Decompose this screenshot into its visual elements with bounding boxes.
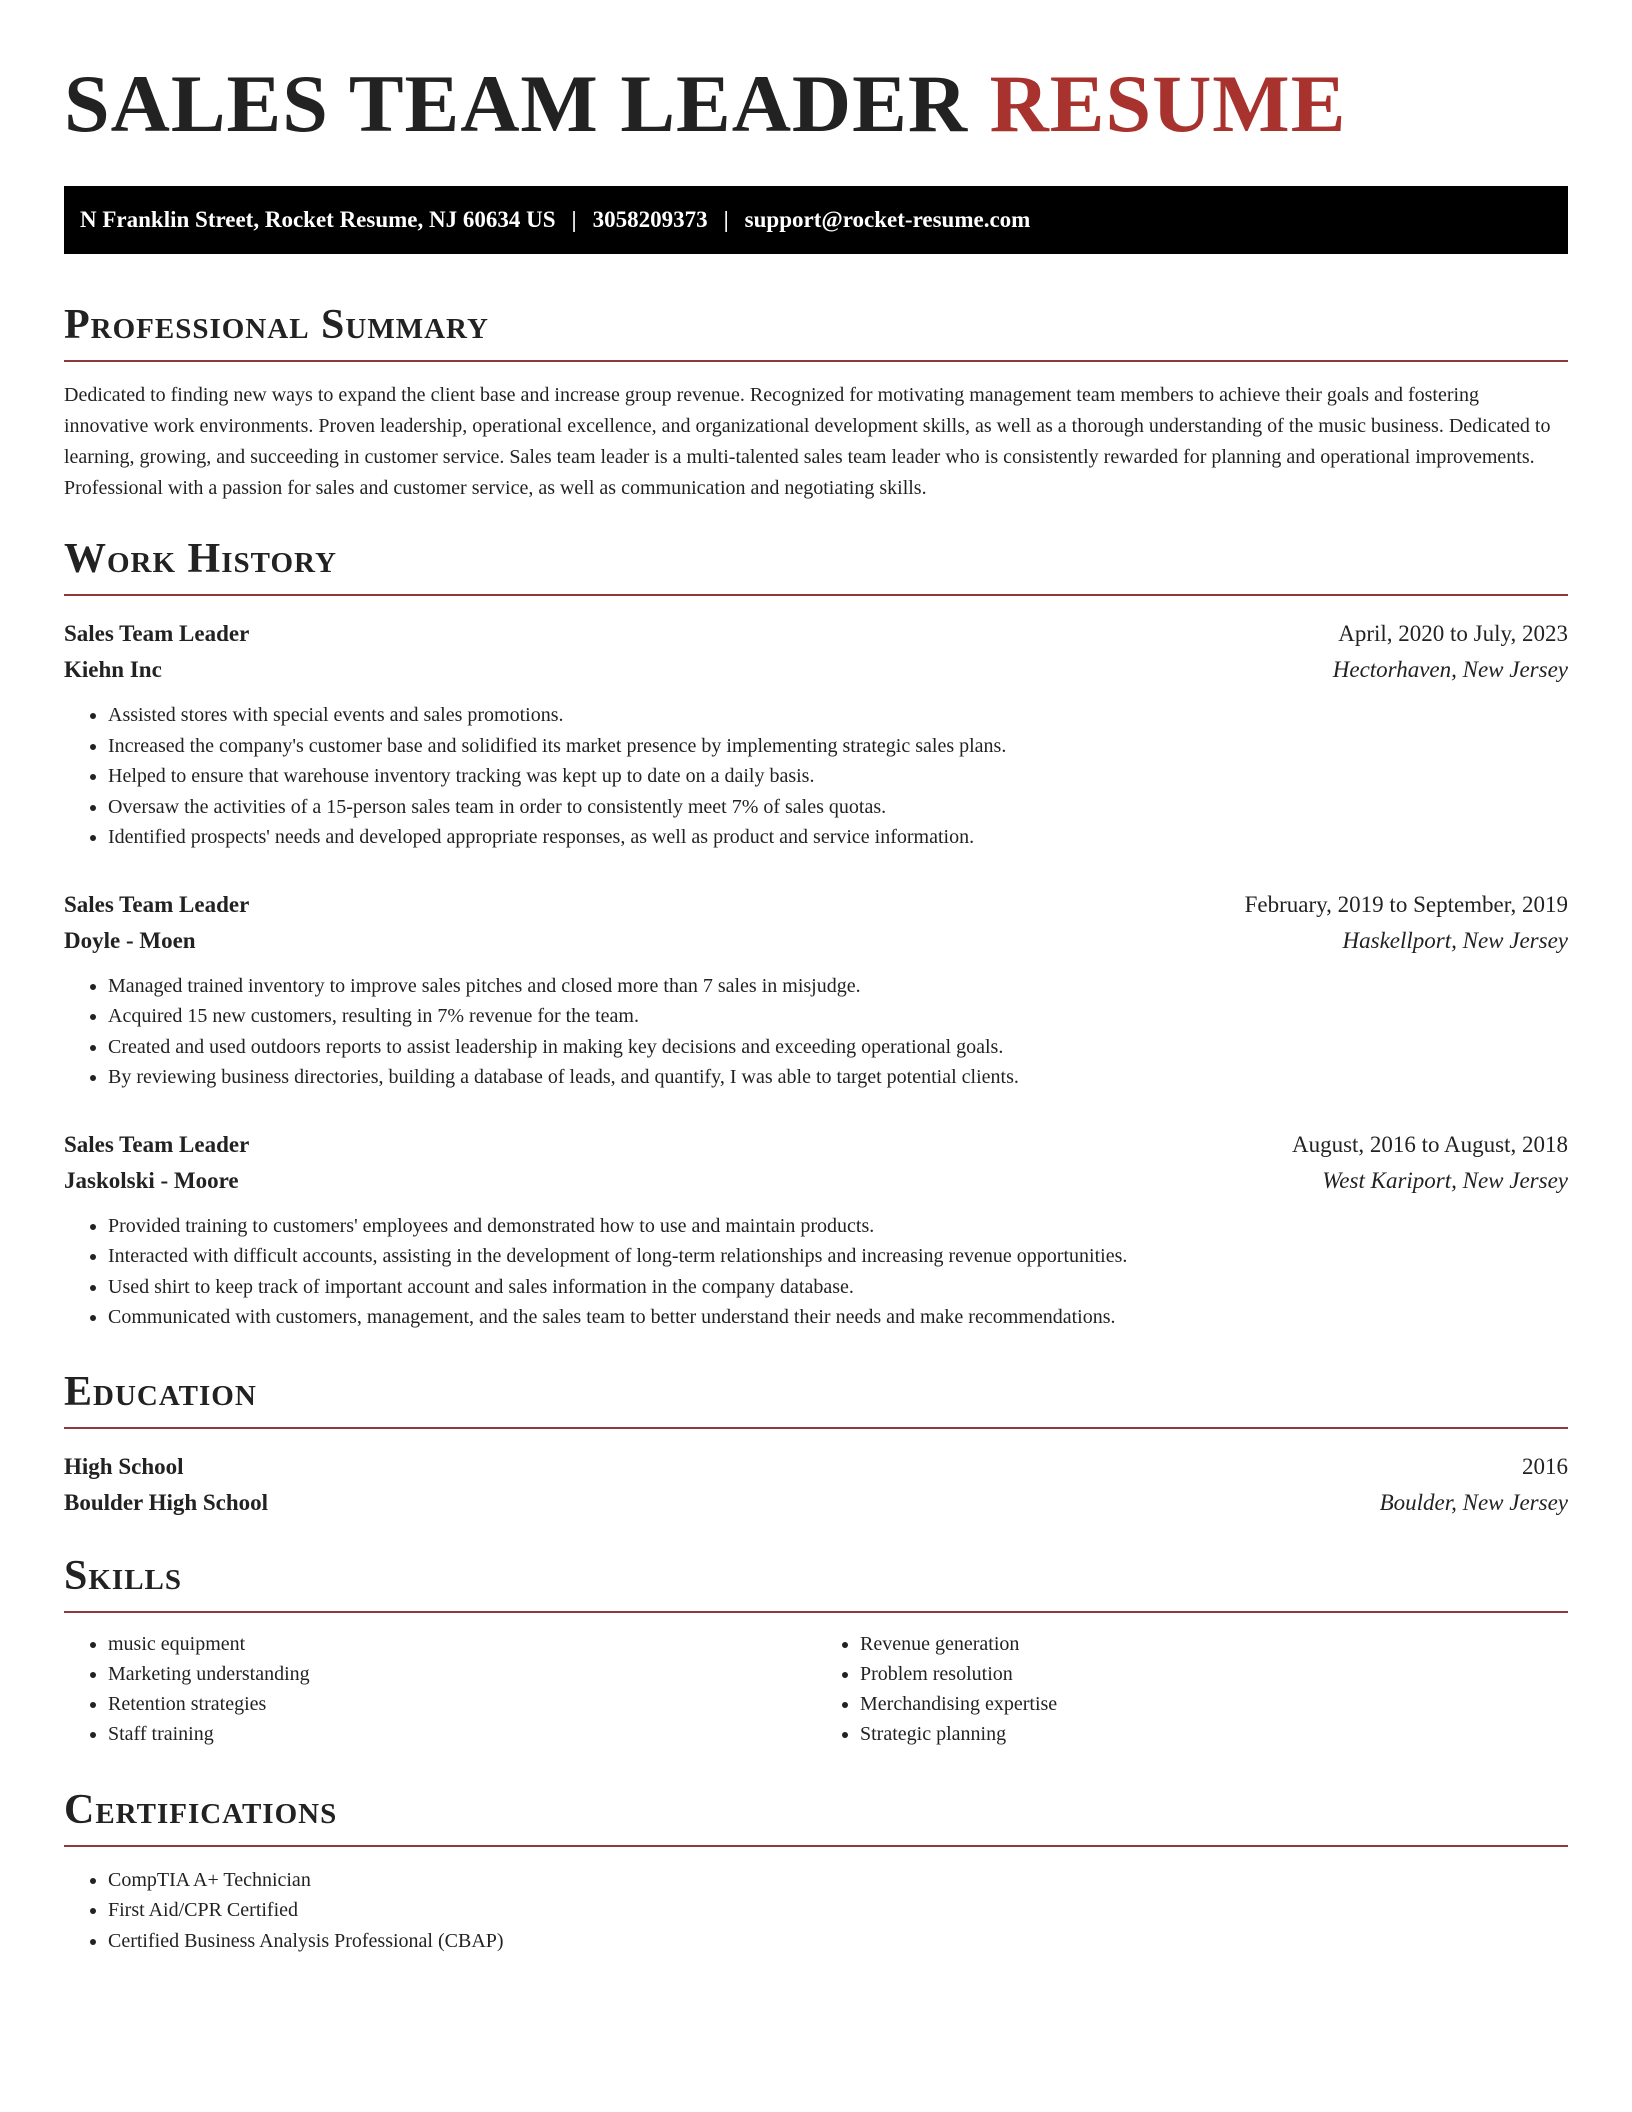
job-dates: August, 2016 to August, 2018 (1291, 1131, 1568, 1157)
skill-item: • Retention strategies (108, 1689, 816, 1719)
job-title: Sales Team Leader (64, 621, 250, 646)
skill-item: • Strategic planning (860, 1719, 1568, 1749)
section-divider (64, 360, 1568, 362)
job-company: Doyle - Moen (64, 927, 196, 953)
contact-separator: | (723, 207, 729, 232)
certification-item: • First Aid/CPR Certified (108, 1895, 1568, 1926)
list-item: • By reviewing business directories, building a database of leads, and quantify, I was able to target potential clients. (108, 1062, 1568, 1093)
skills-list-right (816, 1629, 1568, 1749)
job-company: Jaskolski - Moore (64, 1167, 239, 1193)
skill-item: • Merchandising expertise (860, 1689, 1568, 1719)
contact-phone: 3058209373 (592, 207, 708, 232)
job-entry (64, 616, 1568, 853)
job-bullet-list (64, 1211, 1568, 1333)
job-title: Sales Team Leader (64, 891, 250, 917)
job-title: Sales Team Leader (64, 1131, 250, 1157)
section-divider (64, 1845, 1568, 1847)
list-item: • Oversaw the activities of a 15-person sales team in order to consistently meet 7% of sales quotas. (108, 792, 1568, 823)
job-header-row (64, 616, 1568, 652)
work-history-heading: Work History (64, 536, 337, 582)
education-school-row (64, 1485, 1568, 1521)
job-dates: February, 2019 to September, 2019 (1244, 891, 1568, 917)
job-dates: April, 2020 to July, 2023 (1338, 621, 1568, 646)
section-divider (64, 594, 1568, 596)
job-entry (64, 887, 1568, 1093)
education-degree: High School (64, 1453, 184, 1479)
job-bullet-list (64, 700, 1568, 853)
summary-heading: Professional Summary (64, 302, 489, 348)
skills-grid (64, 1629, 1568, 1749)
summary-section (64, 300, 1568, 504)
job-company-row (64, 652, 1568, 688)
skills-list-left (64, 1629, 816, 1749)
job-company: Kiehn Inc (64, 657, 162, 682)
certification-item: • Certified Business Analysis Professional (CBAP) (108, 1926, 1568, 1957)
list-item: • Created and used outdoors reports to assist leadership in making key decisions and exceeding operational goals. (108, 1032, 1568, 1063)
job-header-row (64, 887, 1568, 923)
list-item: • Used shirt to keep track of important account and sales information in the company database. (108, 1272, 1568, 1303)
skills-heading: Skills (64, 1552, 183, 1599)
skill-item: • music equipment (108, 1629, 816, 1659)
job-bullet-list (64, 971, 1568, 1093)
job-company-row (64, 923, 1568, 959)
work-history-section (64, 534, 1568, 1333)
education-degree-row (64, 1449, 1568, 1485)
skill-item: • Marketing understanding (108, 1659, 816, 1689)
education-entry (64, 1449, 1568, 1521)
section-divider (64, 1427, 1568, 1429)
education-heading: Education (64, 1368, 257, 1415)
list-item: • Acquired 15 new customers, resulting in 7% revenue for the team. (108, 1001, 1568, 1032)
contact-email: support@rocket-resume.com (744, 207, 1031, 232)
job-location: West Kariport, New Jersey (1322, 1167, 1568, 1193)
job-location: Hectorhaven, New Jersey (1332, 657, 1568, 682)
certifications-list (64, 1865, 1568, 1957)
certifications-section (64, 1785, 1568, 1957)
job-location: Haskellport, New Jersey (1342, 927, 1568, 953)
contact-separator: | (571, 207, 577, 232)
section-divider (64, 1611, 1568, 1613)
certification-item: • CompTIA A+ Technician (108, 1865, 1568, 1896)
title-accent: RESUME (989, 58, 1347, 149)
skill-item: • Revenue generation (860, 1629, 1568, 1659)
job-header-row (64, 1127, 1568, 1163)
list-item: • Managed trained inventory to improve sales pitches and closed more than 7 sales in misjudge. (108, 971, 1568, 1002)
job-company-row (64, 1163, 1568, 1199)
list-item: • Helped to ensure that warehouse inventory tracking was kept up to date on a daily basis. (108, 761, 1568, 792)
certifications-heading: Certifications (64, 1786, 338, 1833)
list-item: • Provided training to customers' employees and demonstrated how to use and maintain products. (108, 1211, 1568, 1242)
education-section (64, 1367, 1568, 1521)
resume-title (64, 56, 1568, 152)
job-entry (64, 1127, 1568, 1333)
skill-item: • Staff training (108, 1719, 816, 1749)
education-location: Boulder, New Jersey (1379, 1489, 1568, 1515)
list-item: • Interacted with difficult accounts, assisting in the development of long-term relationships and increasing revenue opportunities. (108, 1241, 1568, 1272)
education-year: 2016 (1522, 1453, 1568, 1479)
contact-bar (64, 186, 1568, 254)
education-school: Boulder High School (64, 1489, 269, 1515)
skills-section (64, 1551, 1568, 1749)
list-item: • Communicated with customers, management, and the sales team to better understand their needs and make recommendations. (108, 1302, 1568, 1333)
title-main: SALES TEAM LEADER (64, 58, 969, 149)
list-item: • Increased the company's customer base and solidified its market presence by implementing strategic sales plans. (108, 731, 1568, 762)
summary-text: Dedicated to finding new ways to expand the client base and increase group revenue. Recognized for motivating management team members to achieve their goals and fostering innovative work environments. Proven leadership, operational excellence, and organizational development skills, as well as a thorough understanding of the music business. Dedicated to learning, growing, and succeeding in customer service. Sales team leader is a multi-talented sales team leader who is consistently rewarded for planning and operational improvements. Professional with a passion for sales and customer service, as well as communication and negotiating skills. (64, 384, 1551, 499)
list-item: • Assisted stores with special events and sales promotions. (108, 700, 1568, 731)
contact-address: N Franklin Street, Rocket Resume, NJ 60634 US (80, 207, 556, 232)
skill-item: • Problem resolution (860, 1659, 1568, 1689)
list-item: • Identified prospects' needs and developed appropriate responses, as well as product and service information. (108, 822, 1568, 853)
